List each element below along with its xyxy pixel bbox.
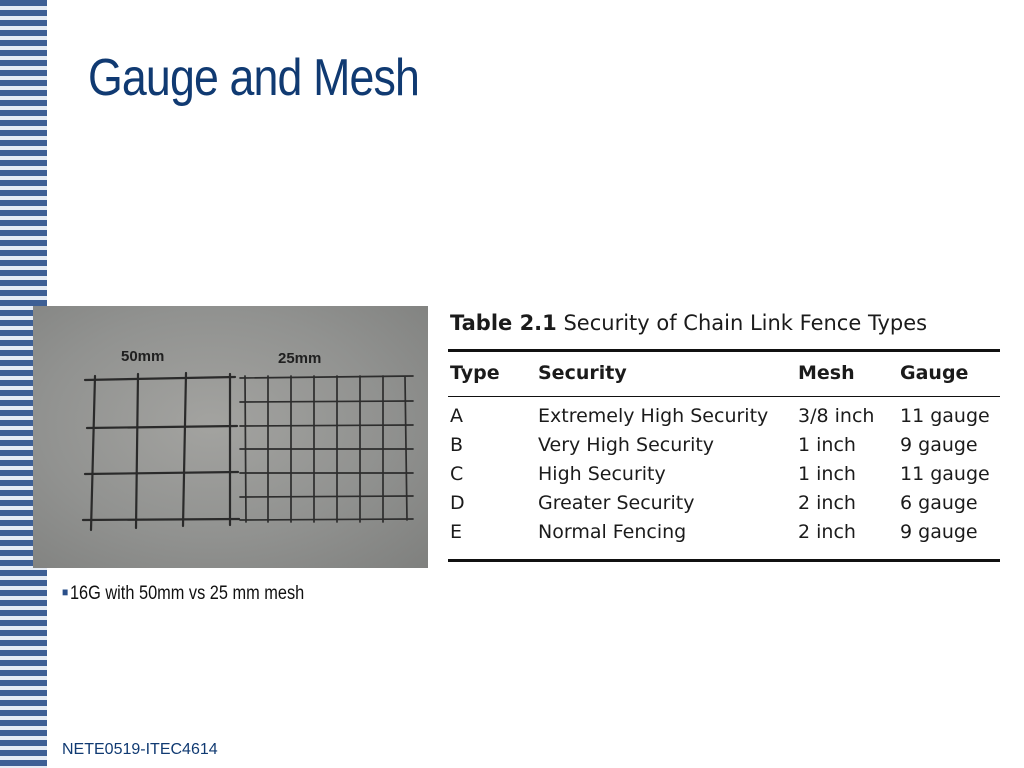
cell-type: D [450,492,465,514]
header-security: Security [536,351,796,397]
fence-types-table-figure [448,306,1000,562]
cell-type: A [450,405,463,427]
table-row [448,397,1000,432]
cell-mesh: 1 inch [798,463,856,485]
cell-gauge: 11 gauge [900,463,990,485]
table-row [448,431,1000,460]
table-caption [450,311,1000,335]
table-number: Table 2.1 [450,311,557,335]
slide-title: Gauge and Mesh [88,49,420,107]
header-gauge: Gauge [898,351,1000,397]
cell-mesh: 2 inch [798,521,856,543]
table-row [448,460,1000,489]
table-row [448,518,1000,561]
mesh-grids-image [33,306,428,568]
cell-mesh: 2 inch [798,492,856,514]
cell-security: Greater Security [538,492,695,514]
header-type: Type [448,351,536,397]
mesh-photo [33,306,428,568]
cell-gauge: 9 gauge [900,521,978,543]
cell-gauge: 9 gauge [900,434,978,456]
bullet-icon: ■ [62,585,69,599]
table-row [448,489,1000,518]
cell-security: Extremely High Security [538,405,769,427]
caption-text: 16G with 50mm vs 25 mm mesh [69,583,305,604]
cell-type: E [450,521,463,543]
header-mesh: Mesh [796,351,898,397]
slide-footer: NETE0519-ITEC4614 [62,741,218,758]
cell-gauge: 6 gauge [900,492,978,514]
photo-caption [62,583,304,605]
photo-label-50mm: 50mm [121,348,165,365]
cell-security: Normal Fencing [538,521,687,543]
cell-type: C [450,463,464,485]
cell-type: B [450,434,464,456]
cell-gauge: 11 gauge [900,405,990,427]
photo-label-25mm: 25mm [278,350,322,367]
cell-mesh: 1 inch [798,434,856,456]
table-header-row [448,351,1000,397]
table-title: Security of Chain Link Fence Types [563,311,928,335]
fence-types-table [448,349,1000,562]
cell-security: Very High Security [538,434,715,456]
cell-mesh: 3/8 inch [798,405,875,427]
cell-security: High Security [538,463,666,485]
